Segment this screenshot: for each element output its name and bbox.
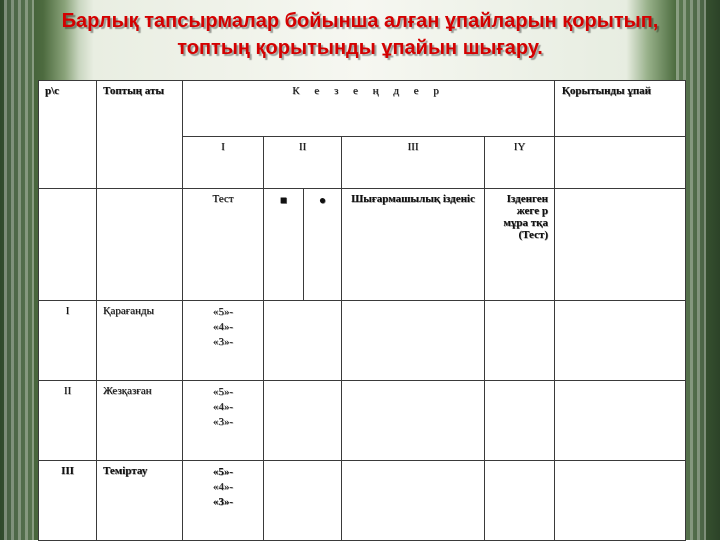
row-number: I xyxy=(39,301,97,381)
grade-5: «5»- xyxy=(212,386,234,398)
row-stage-3-cell xyxy=(342,461,485,541)
row-grades xyxy=(183,461,264,541)
row-number: III xyxy=(39,461,97,541)
row-group-name: Қарағанды xyxy=(97,301,183,381)
slide-title-line-2: топтың қорытынды ұпайын шығару. xyxy=(177,37,543,59)
stage-total-empty xyxy=(555,137,686,189)
row-group-name: Жезқазған xyxy=(97,381,183,461)
grade-5: «5»- xyxy=(212,306,234,318)
row-stage-4-cell xyxy=(485,461,555,541)
task-heritage-test: Ізденген жеге р мұра тқа (Тест) xyxy=(485,189,555,301)
grade-5: «5»- xyxy=(212,466,234,478)
stage-task-row xyxy=(39,189,686,301)
task-square-icon: ■ xyxy=(264,189,304,301)
task-row-empty-group xyxy=(97,189,183,301)
task-row-empty-number xyxy=(39,189,97,301)
grade-4: «4»- xyxy=(212,401,234,413)
table-row xyxy=(39,381,686,461)
results-table xyxy=(38,80,686,541)
task-circle-icon: ● xyxy=(304,189,342,301)
stage-1: I xyxy=(183,137,264,189)
stage-2: II xyxy=(264,137,342,189)
row-number: II xyxy=(39,381,97,461)
grade-3: «3»- xyxy=(212,496,234,508)
grade-3: «3»- xyxy=(212,336,234,348)
row-stage-3-cell xyxy=(342,381,485,461)
waterfall-left-decoration xyxy=(4,0,34,540)
header-total-score: Қорытынды ұпай xyxy=(555,81,686,137)
grade-4: «4»- xyxy=(212,321,234,333)
header-group-name: Топтың аты xyxy=(97,81,183,189)
task-total-empty xyxy=(555,189,686,301)
header-number: р\с xyxy=(39,81,97,189)
row-grades xyxy=(183,301,264,381)
slide-title xyxy=(30,8,690,62)
row-grades xyxy=(183,381,264,461)
header-row xyxy=(39,81,686,137)
grade-4: «4»- xyxy=(212,481,234,493)
row-group-name: Теміртау xyxy=(97,461,183,541)
row-stage-3-cell xyxy=(342,301,485,381)
row-stage-4-cell xyxy=(485,301,555,381)
row-total-cell xyxy=(555,301,686,381)
task-test: Тест xyxy=(183,189,264,301)
row-total-cell xyxy=(555,461,686,541)
slide-title-line-1: Барлық тапсырмалар бойынша алған ұпайларын қорытып, xyxy=(61,10,659,32)
row-stage-2-cell xyxy=(264,381,342,461)
task-creative-search: Шығармашылық ізденіс xyxy=(342,189,485,301)
stage-3: III xyxy=(342,137,485,189)
table-row xyxy=(39,301,686,381)
grade-3: «3»- xyxy=(212,416,234,428)
table-row xyxy=(39,461,686,541)
stage-4: IY xyxy=(485,137,555,189)
row-stage-2-cell xyxy=(264,461,342,541)
row-stage-2-cell xyxy=(264,301,342,381)
row-total-cell xyxy=(555,381,686,461)
row-stage-4-cell xyxy=(485,381,555,461)
header-stages: К е з е ң д е р xyxy=(183,81,555,137)
